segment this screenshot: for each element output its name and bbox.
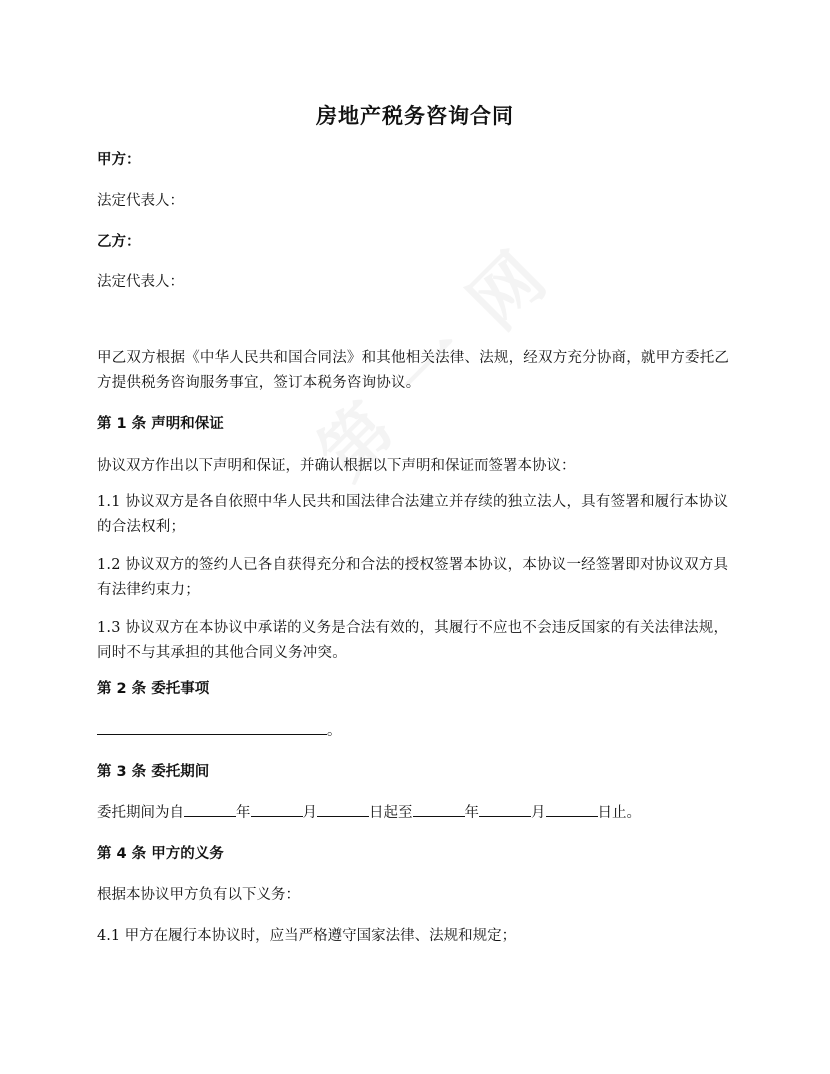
party-a-representative: 法定代表人：: [97, 193, 184, 209]
preamble-paragraph: 甲乙双方根据《中华人民共和国合同法》和其他相关法律、法规，经双方充分协商，就甲方委托乙方提供税务咨询服务事宜，签订本税务咨询协议。: [97, 350, 730, 391]
article-2-blank-line: [97, 720, 342, 741]
article-1-intro: 协议双方作出以下声明和保证，并确认根据以下声明和保证而签署本协议：: [97, 458, 576, 474]
article-1-item-1: 1.1 协议双方是各自依照中华人民共和国法律合法建立并存续的独立法人，具有签署和履行本协议的合法权利；: [97, 494, 729, 535]
end-day-blank: [546, 802, 598, 817]
party-b-representative: 法定代表人：: [97, 274, 184, 290]
period-text-end-month: 月: [531, 805, 546, 821]
article-3-period-line: [97, 802, 641, 823]
period-text-end: 日止。: [597, 805, 641, 821]
fill-in-blank: [97, 720, 327, 735]
end-year-blank: [413, 802, 465, 817]
article-3-heading: 第 3 条 委托期间: [97, 764, 210, 780]
article-2-heading: 第 2 条 委托事项: [97, 681, 210, 697]
period-text-year: 年: [236, 805, 251, 821]
end-month-blank: [479, 802, 531, 817]
party-b-label: 乙方：: [97, 234, 141, 250]
period-text-month: 月: [302, 805, 317, 821]
article-2-end-mark: 。: [327, 723, 342, 739]
article-4-intro: 根据本协议甲方负有以下义务：: [97, 887, 300, 903]
start-year-blank: [184, 802, 236, 817]
period-text-start: 委托期间为自: [97, 805, 184, 821]
start-month-blank: [251, 802, 303, 817]
period-text-until: 日起至: [369, 805, 413, 821]
article-1-heading: 第 1 条 声明和保证: [97, 416, 224, 432]
period-text-end-year: 年: [464, 805, 479, 821]
article-4-item-1: 4.1 甲方在履行本协议时，应当严格遵守国家法律、法规和规定；: [97, 928, 517, 944]
document-title: 房地产税务咨询合同: [316, 104, 514, 128]
article-4-heading: 第 4 条 甲方的义务: [97, 846, 224, 862]
start-day-blank: [317, 802, 369, 817]
article-1-item-3: 1.3 协议双方在本协议中承诺的义务是合法有效的，其履行不应也不会违反国家的有关法律法规，同时不与其承担的其他合同义务冲突。: [97, 620, 729, 661]
article-1-item-2: 1.2 协议双方的签约人已各自获得充分和合法的授权签署本协议，本协议一经签署即对协议双方具有法律约束力；: [97, 557, 729, 598]
party-a-label: 甲方：: [97, 152, 141, 168]
